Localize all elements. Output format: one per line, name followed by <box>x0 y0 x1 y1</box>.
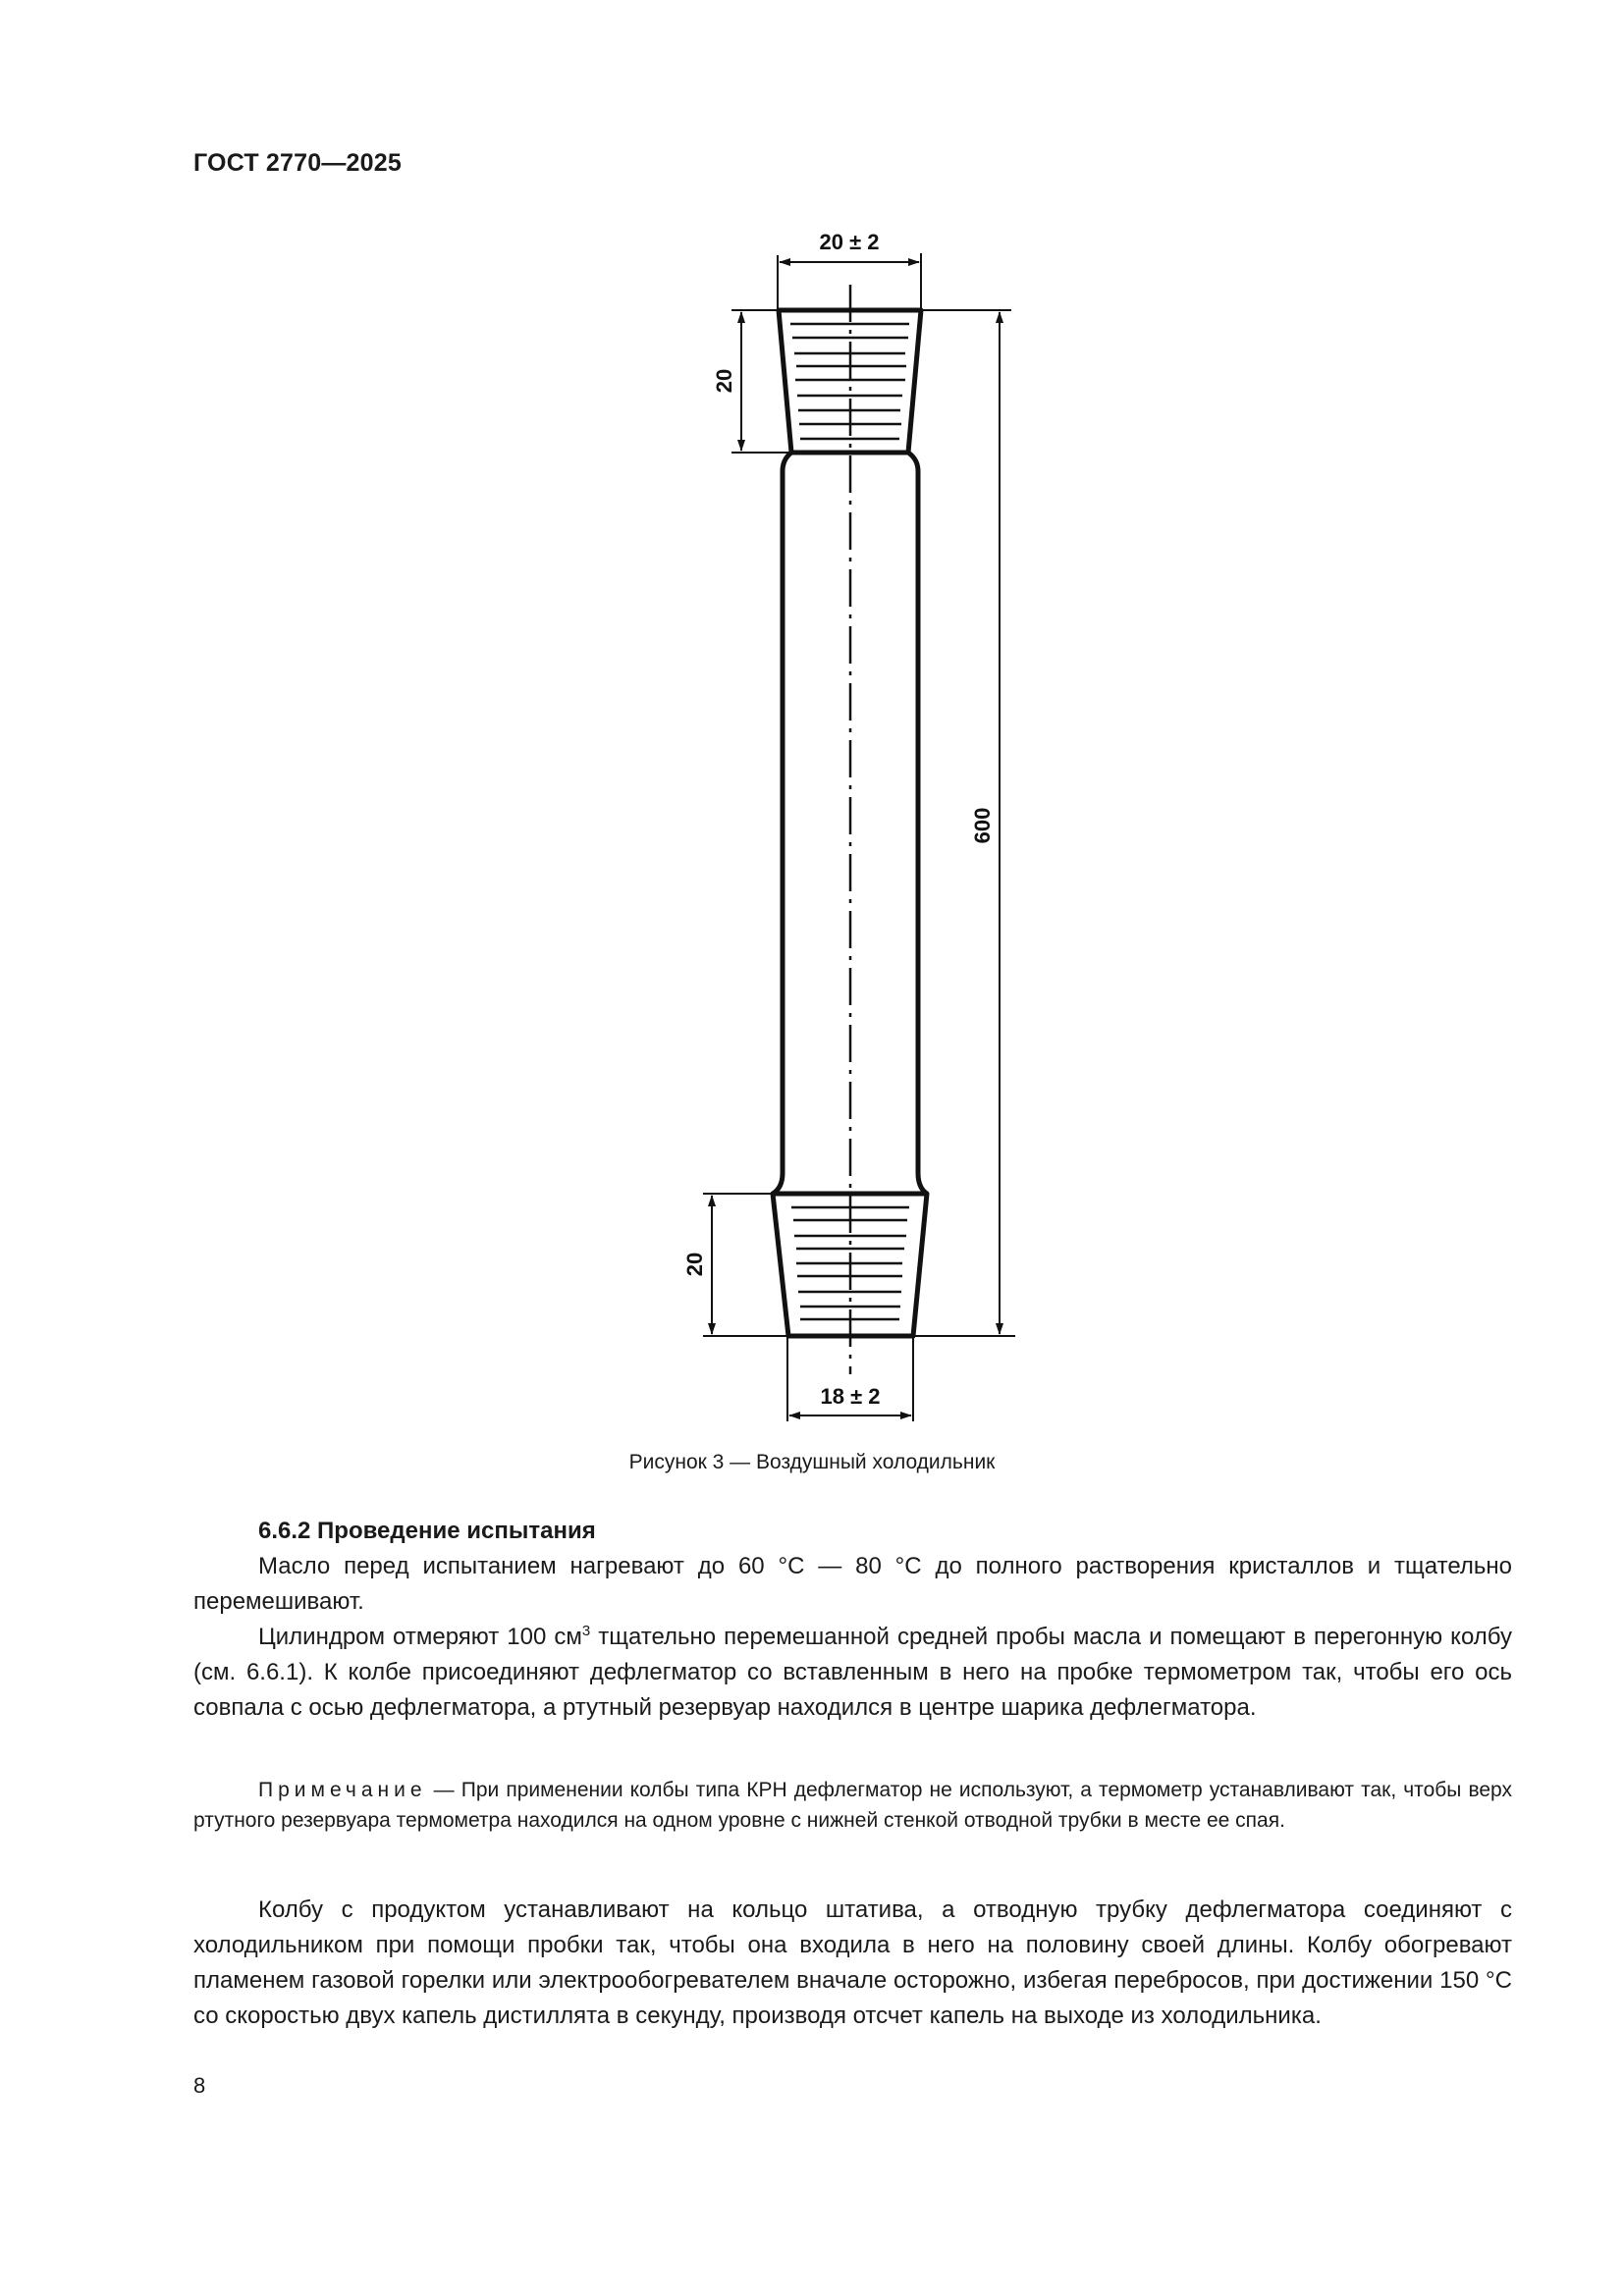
superscript-cubic: 3 <box>581 1623 591 1639</box>
note-label: Примечание <box>258 1779 427 1801</box>
note-text: — При применении колбы типа КРН дефлегматор не используют, а термометр устанавливают так, чтобы верх ртутного резервуара термометра находился на одном уровне с нижней стенкой отводной трубки в месте ее спая. <box>193 1779 1512 1832</box>
paragraph-measuring: Цилиндром отмеряют 100 $см^3$ тщательно перемешанной средней пробы масла и помещают в перегонную колбу (см. 6.6.1). К колбе присоединяют дефлегматор со вставленным в него на пробке термометром так, чтобы его ось совпала с осью дефлегматора, а ртутный резервуар находился в центре шарика дефлегматора. <box>193 1623 1512 1721</box>
section-heading: 6.6.2 Проведение испытания <box>258 1518 596 1544</box>
section-body <box>193 1514 1512 1726</box>
top-cone-height-label: 20 <box>712 368 736 394</box>
page-number: 8 <box>193 2073 206 2098</box>
section-body-continued <box>193 1893 1512 2034</box>
total-length-label: 600 <box>970 807 995 844</box>
note-block <box>193 1775 1512 1836</box>
document-header: ГОСТ 2770—2025 <box>193 149 402 177</box>
bottom-cone-height-label: 20 <box>682 1252 707 1277</box>
paragraph-distillation: Колбу с продуктом устанавливают на кольцо штатива, а отводную трубку дефлегматора соединяют с холодильником при помощи пробки так, чтобы она входила в него на половину своей длины. Колбу обогревают пламенем газовой горелки или электрообогревателем вначале осторожно, избегая перебросов, при достижении 150 °С со скоростью двух капель дистиллята в секунду, производя отсчет капель на выходе из холодильника. <box>193 1896 1512 2029</box>
bottom-width-label: 18 ± 2 <box>820 1384 881 1409</box>
figure-caption: Рисунок 3 — Воздушный холодильник <box>628 1451 996 1473</box>
paragraph-heating: Масло перед испытанием нагревают до 60 °С — 80 °С до полного растворения кристаллов и тщательно перемешивают. <box>193 1553 1512 1615</box>
top-width-label: 20 ± 2 <box>819 230 880 254</box>
total-length-dimension <box>913 310 1015 1336</box>
